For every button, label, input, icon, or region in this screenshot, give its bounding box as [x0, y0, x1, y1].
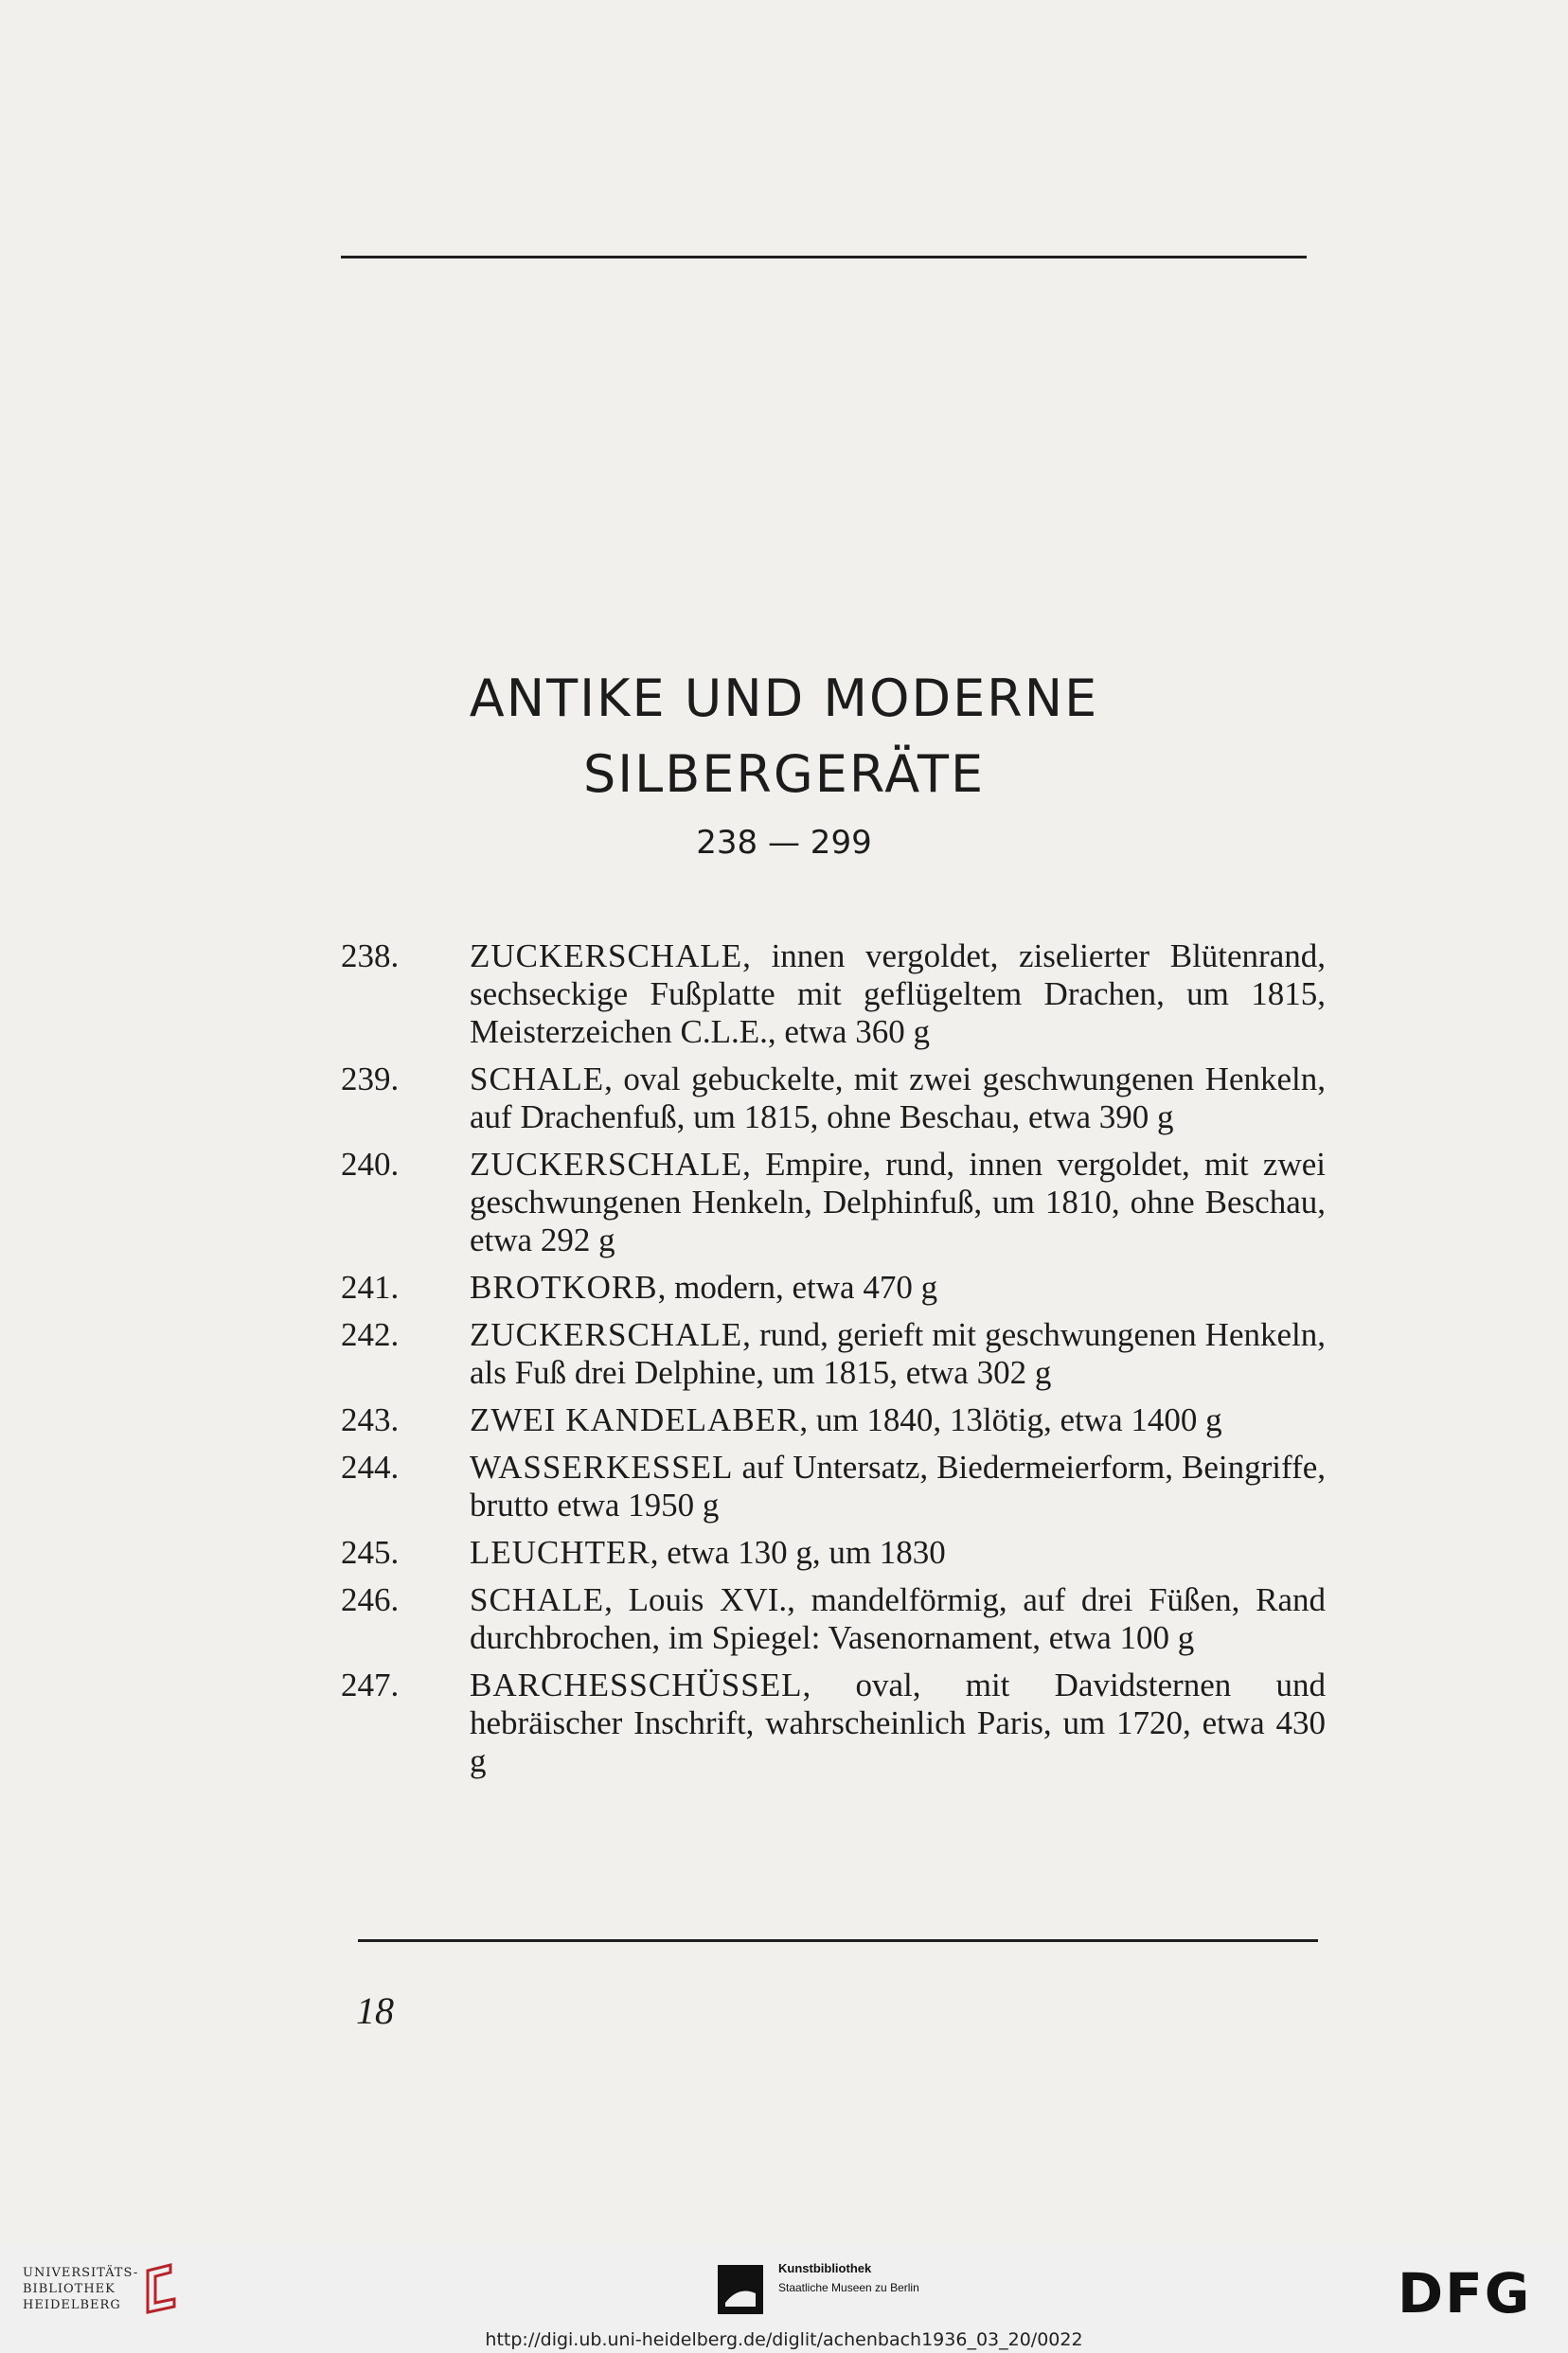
entry-text: auf Untersatz, Biedermeierform, Beingriffe, brutto etwa 1950 g — [470, 1449, 1326, 1524]
catalog-entry — [341, 1146, 1326, 1259]
entry-heading: SCHALE — [470, 1061, 605, 1097]
catalog-entry — [341, 1269, 1326, 1307]
uni-line1: UNIVERSITÄTS- — [23, 2266, 139, 2280]
entry-number: 239. — [341, 1061, 400, 1097]
section-title-line1: ANTIKE UND MODERNE — [469, 668, 1099, 728]
entry-heading: ZUCKERSCHALE — [470, 1146, 743, 1183]
entry-number: 244. — [341, 1449, 400, 1486]
catalog-entry — [341, 1061, 1326, 1136]
entry-text: , oval, mit Davidsternen und hebräischer Inschrift, wahrscheinlich Paris, um 1720, etwa 430 g — [470, 1667, 1326, 1779]
catalog-entry — [341, 937, 1326, 1051]
catalog-entry — [341, 1316, 1326, 1392]
catalog-entry — [341, 1581, 1326, 1657]
entry-number: 240. — [341, 1146, 400, 1183]
entry-heading: ZWEI KANDELABER — [470, 1401, 800, 1438]
catalog-entry — [341, 1401, 1326, 1439]
entry-text: , Empire, rund, innen vergoldet, mit zwei geschwungenen Henkeln, Delphinfuß, um 1810, ohne Beschau, etwa 292 g — [470, 1146, 1326, 1258]
entry-number: 242. — [341, 1316, 400, 1353]
entry-number: 247. — [341, 1667, 400, 1703]
uni-line2: BIBLIOTHEK — [23, 2282, 116, 2296]
catalog-entry — [341, 1667, 1326, 1780]
entry-text: , um 1840, 13lötig, etwa 1400 g — [799, 1401, 1222, 1438]
entry-heading: SCHALE — [470, 1581, 605, 1618]
university-library-label[interactable] — [23, 2265, 138, 2313]
dfg-logo[interactable]: DFG — [1398, 2261, 1532, 2326]
lot-range: 238 — 299 — [696, 824, 872, 862]
top-rule — [341, 256, 1307, 258]
permalink-url[interactable]: http://digi.ub.uni-heidelberg.de/diglit/achenbach1936_03_20/0022 — [485, 2329, 1083, 2350]
viewer-footer — [0, 2242, 1568, 2353]
kb-subtitle: Staatliche Museen zu Berlin — [778, 2281, 919, 2294]
entry-number: 241. — [341, 1269, 400, 1306]
uni-line3: HEIDELBERG — [23, 2298, 121, 2312]
entry-text: , etwa 130 g, um 1830 — [650, 1534, 946, 1571]
catalog-entry — [341, 1449, 1326, 1524]
catalog-entry — [341, 1534, 1326, 1572]
entry-text: , Louis XVI., mandelförmig, auf drei Füßen, Rand durchbrochen, im Spiegel: Vasenornament, etwa 100 g — [470, 1581, 1326, 1656]
entry-heading: BROTKORB — [470, 1269, 658, 1306]
university-logo-icon[interactable] — [142, 2261, 180, 2314]
kb-title: Kunstbibliothek — [778, 2261, 872, 2275]
entry-number: 246. — [341, 1581, 400, 1618]
bottom-rule — [358, 1939, 1318, 1942]
entry-number: 245. — [341, 1534, 400, 1571]
entry-text: , oval gebuckelte, mit zwei geschwungenen Henkeln, auf Drachenfuß, um 1815, ohne Beschau, etwa 390 g — [470, 1061, 1326, 1135]
entry-heading: ZUCKERSCHALE — [470, 937, 743, 974]
entry-text: , innen vergoldet, ziselierter Blütenrand, sechseckige Fußplatte mit geflügeltem Drachen, um 1815, Meisterzeichen C.L.E., etwa 360 g — [470, 937, 1326, 1050]
section-title-line2: SILBERGERÄTE — [582, 744, 986, 804]
entry-number: 238. — [341, 937, 400, 974]
entry-text: , rund, gerieft mit geschwungenen Henkeln, als Fuß drei Delphine, um 1815, etwa 302 g — [470, 1316, 1326, 1391]
entry-heading: ZUCKERSCHALE — [470, 1316, 743, 1353]
entry-text: , modern, etwa 470 g — [657, 1269, 938, 1306]
kunstbibliothek-label — [778, 2261, 919, 2294]
page-number: 18 — [356, 1989, 394, 2032]
entry-heading: WASSERKESSEL — [470, 1449, 734, 1486]
catalog-entries — [341, 937, 1326, 1790]
entry-number: 243. — [341, 1401, 400, 1438]
entry-heading: BARCHESSCHÜSSEL — [470, 1667, 803, 1703]
entry-heading: LEUCHTER — [470, 1534, 650, 1571]
kunstbibliothek-logo-icon[interactable] — [718, 2265, 763, 2314]
